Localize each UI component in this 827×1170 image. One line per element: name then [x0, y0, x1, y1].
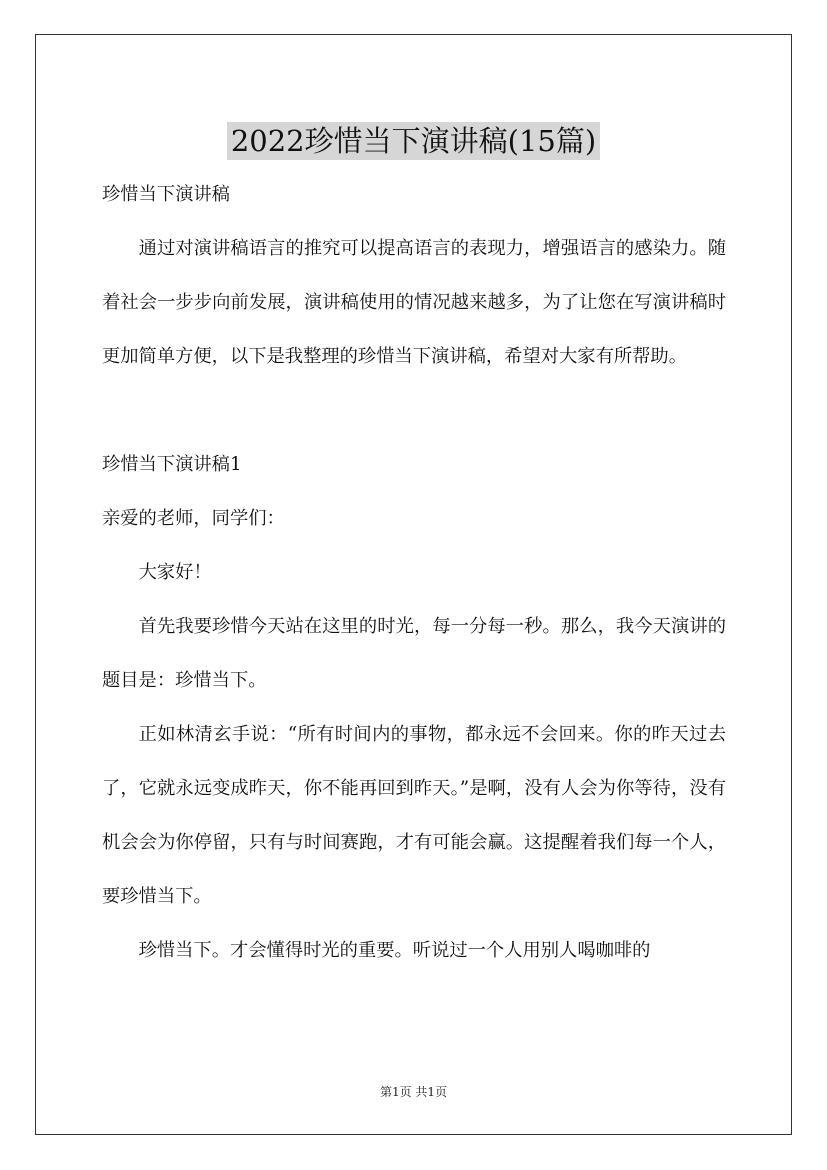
body-paragraph: 首先我要珍惜今天站在这里的时光，每一分每一秒。那么，我今天演讲的题目是：珍惜当下。: [102, 616, 726, 691]
body-paragraph: 正如林清玄手说：“所有时间内的事物，都永远不会回来。你的昨天过去了，它就永远变成昨天，你不能再回到昨天。”是啊，没有人会为你等待，没有机会会为你停留，只有与时间赛跑，才有可能会赢。这提醒着我们每一个人，要珍惜当下。: [102, 724, 726, 907]
document-title: 2022珍惜当下演讲稿(15篇): [227, 122, 600, 160]
salutation: 亲爱的老师，同学们：: [102, 508, 285, 529]
blank-line: [102, 384, 726, 438]
intro-paragraph: 通过对演讲稿语言的推究可以提高语言的表现力，增强语言的感染力。随着社会一步步向前发展，演讲稿使用的情况越来越多，为了让您在写演讲稿时更加简单方便，以下是我整理的珍惜当下演讲稿，希望对大家有所帮助。: [102, 238, 726, 367]
section-heading: 珍惜当下演讲稿1: [102, 454, 242, 475]
page-footer: [0, 1084, 827, 1100]
document-body: [102, 168, 726, 978]
body-paragraph: 珍惜当下。才会懂得时光的重要。听说过一个人用别人喝咖啡的: [138, 940, 651, 961]
page-number: 第1页 共1页: [379, 1085, 448, 1099]
greeting: 大家好！: [138, 562, 212, 583]
intro-heading: 珍惜当下演讲稿: [102, 184, 230, 205]
